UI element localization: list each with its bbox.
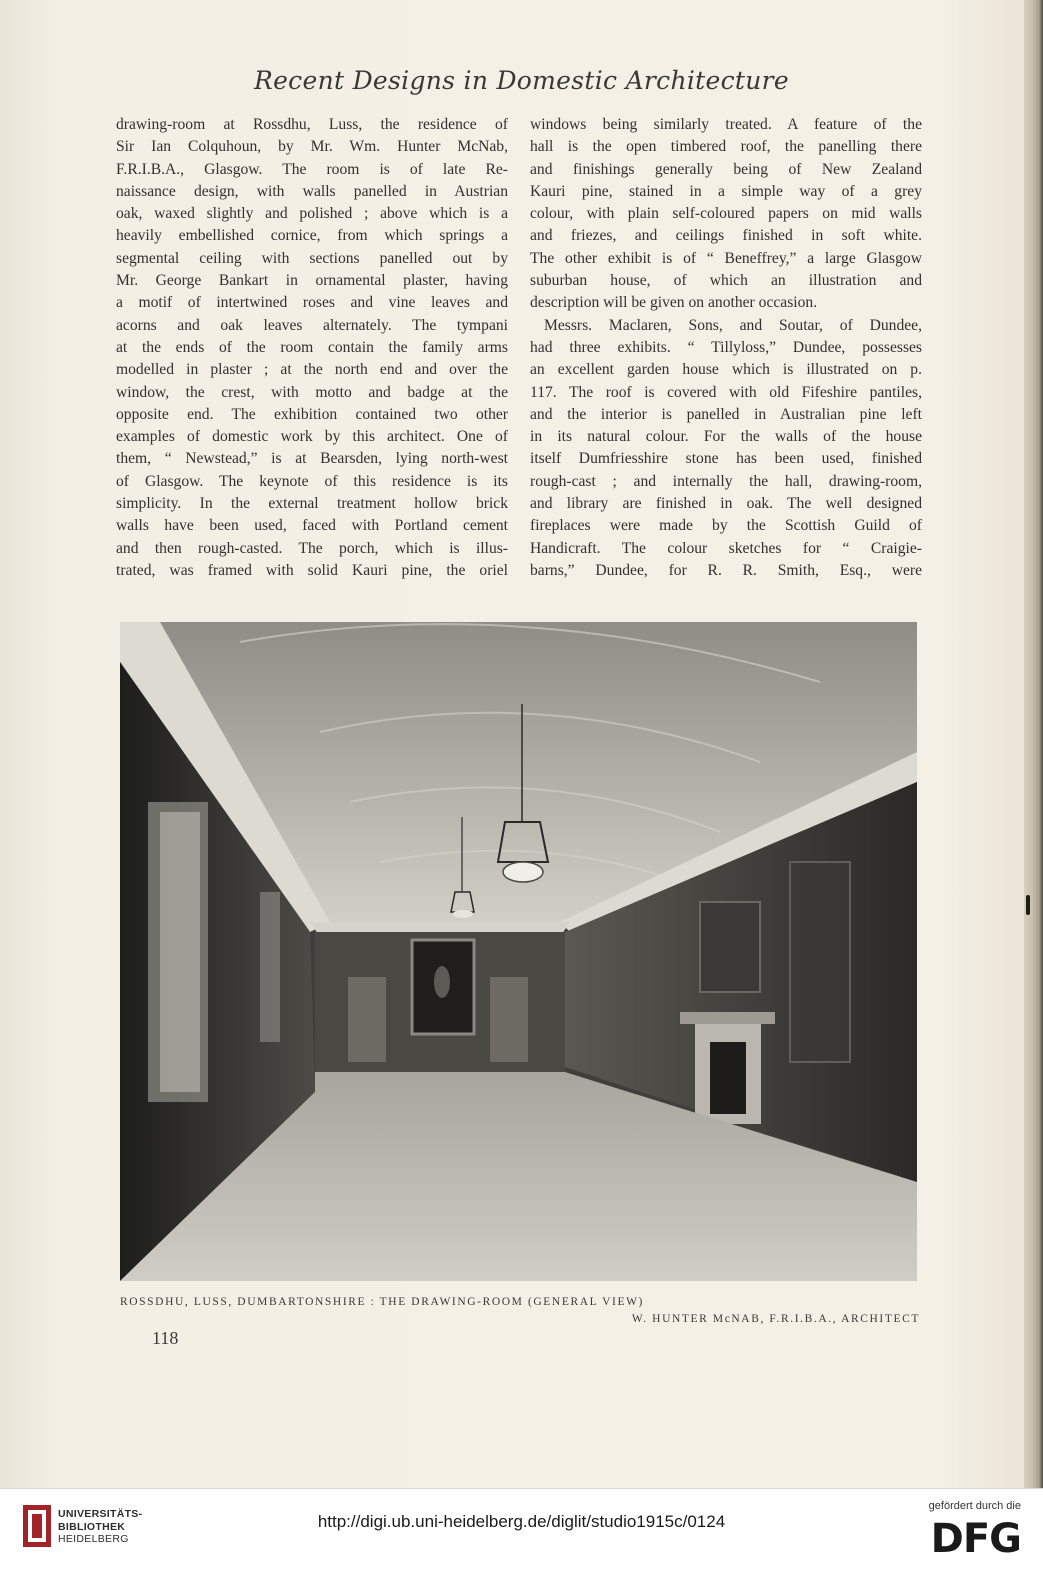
- left-text-column: [116, 114, 508, 582]
- text-line: Sir Ian Colquhoun, by Mr. Wm. Hunter McNab,: [116, 138, 508, 156]
- text-line: drawing-room at Rossdhu, Luss, the residence of: [116, 116, 508, 133]
- permalink-url[interactable]: http://digi.ub.uni-heidelberg.de/diglit/studio1915c/0124: [317, 1512, 726, 1531]
- text-line: acorns and oak leaves alternately. The tympani: [116, 316, 508, 334]
- text-line: The other exhibit is of “ Beneffrey,” a large Glasgow: [530, 249, 922, 267]
- text-line: Messrs. Maclaren, Sons, and Soutar, of Dundee,: [544, 316, 922, 334]
- text-line: hall is the open timbered roof, the panelling there: [530, 138, 922, 156]
- text-line: colour, with plain self-coloured papers on mid walls: [530, 205, 922, 223]
- text-line: 117. The roof is covered with old Fifeshire pantiles,: [530, 383, 922, 401]
- text-line: rough-cast ; and internally the hall, drawing-room,: [530, 472, 922, 490]
- text-line: walls have been used, faced with Portland cement: [116, 517, 508, 535]
- drawing-room-photograph: [120, 622, 917, 1281]
- text-line: and friezes, and ceilings finished in soft white.: [530, 227, 922, 245]
- architect-credit: W. HUNTER McNAB, F.R.I.B.A., ARCHITECT: [631, 1313, 920, 1325]
- text-line: them, “ Newstead,” is at Bearsden, lying north-west: [116, 450, 508, 468]
- text-line: Handicraft. The colour sketches for “ Craigie-: [530, 539, 922, 557]
- text-line: segmental ceiling with sections panelled out by: [116, 249, 508, 267]
- funded-by-label: gefördert durch die: [928, 1500, 1021, 1512]
- page-number: 118: [152, 1328, 179, 1348]
- text-line: in its natural colour. For the walls of the house: [530, 428, 922, 446]
- text-line: of Glasgow. The keynote of this residence is its: [116, 472, 508, 490]
- photo-caption: ROSSDHU, LUSS, DUMBARTONSHIRE : THE DRAWING-ROOM (GENERAL VIEW): [120, 1296, 644, 1308]
- text-line: had three exhibits. “ Tillyloss,” Dundee, possesses: [530, 338, 922, 356]
- text-line: simplicity. In the external treatment hollow brick: [116, 495, 508, 513]
- text-line: and library are finished in oak. The well designed: [530, 495, 922, 513]
- text-line: examples of domestic work by this architect. One of: [116, 428, 508, 446]
- page-edge-mark: [1026, 895, 1030, 915]
- text-line: oak, waxed slightly and polished ; above which is a: [116, 205, 508, 223]
- running-head: Recent Designs in Domestic Architecture: [253, 66, 790, 95]
- text-line: description will be given on another occasion.: [530, 294, 818, 312]
- text-line: and then rough-casted. The porch, which is illus-: [116, 539, 508, 557]
- library-name-line: HEIDELBERG: [58, 1533, 129, 1545]
- page-edge: [1024, 0, 1043, 1488]
- text-line: an excellent garden house which is illustrated on p.: [530, 361, 922, 379]
- text-line: and finishings generally being of New Zealand: [530, 160, 922, 178]
- right-text-column: [530, 114, 922, 582]
- text-line: a motif of intertwined roses and vine leaves and: [116, 294, 508, 312]
- text-line: Kauri pine, stained in a simple way of a grey: [530, 182, 922, 200]
- text-line: barns,” Dundee, for R. R. Smith, Esq., were: [530, 561, 922, 579]
- dfg-logo: DFG: [930, 1516, 1021, 1562]
- text-line: trated, was framed with solid Kauri pine, the oriel: [116, 561, 508, 579]
- text-line: fireplaces were made by the Scottish Guild of: [530, 517, 922, 535]
- text-line: Mr. George Bankart in ornamental plaster, having: [116, 272, 508, 290]
- text-line: modelled in plaster ; at the north end and over the: [116, 361, 508, 379]
- library-name-line: BIBLIOTHEK: [58, 1520, 126, 1533]
- text-line: and the interior is panelled in Australian pine left: [530, 405, 922, 423]
- text-line: windows being similarly treated. A feature of the: [530, 116, 922, 133]
- text-line: heavily embellished cornice, from which springs a: [116, 227, 508, 245]
- text-line: at the ends of the room contain the family arms: [116, 338, 508, 356]
- text-line: itself Dumfriesshire stone has been used, finished: [530, 450, 922, 468]
- digitization-footer: [0, 1488, 1043, 1577]
- library-name-line: UNIVERSITÄTS-: [58, 1508, 143, 1520]
- text-line: window, the crest, with motto and badge at the: [116, 383, 508, 401]
- text-line: F.R.I.B.A., Glasgow. The room is of late Re-: [116, 160, 508, 178]
- text-line: naissance design, with walls panelled in Austrian: [116, 182, 508, 200]
- text-line: opposite end. The exhibition contained two other: [116, 405, 508, 423]
- text-line: suburban house, of which an illustration and: [530, 272, 922, 290]
